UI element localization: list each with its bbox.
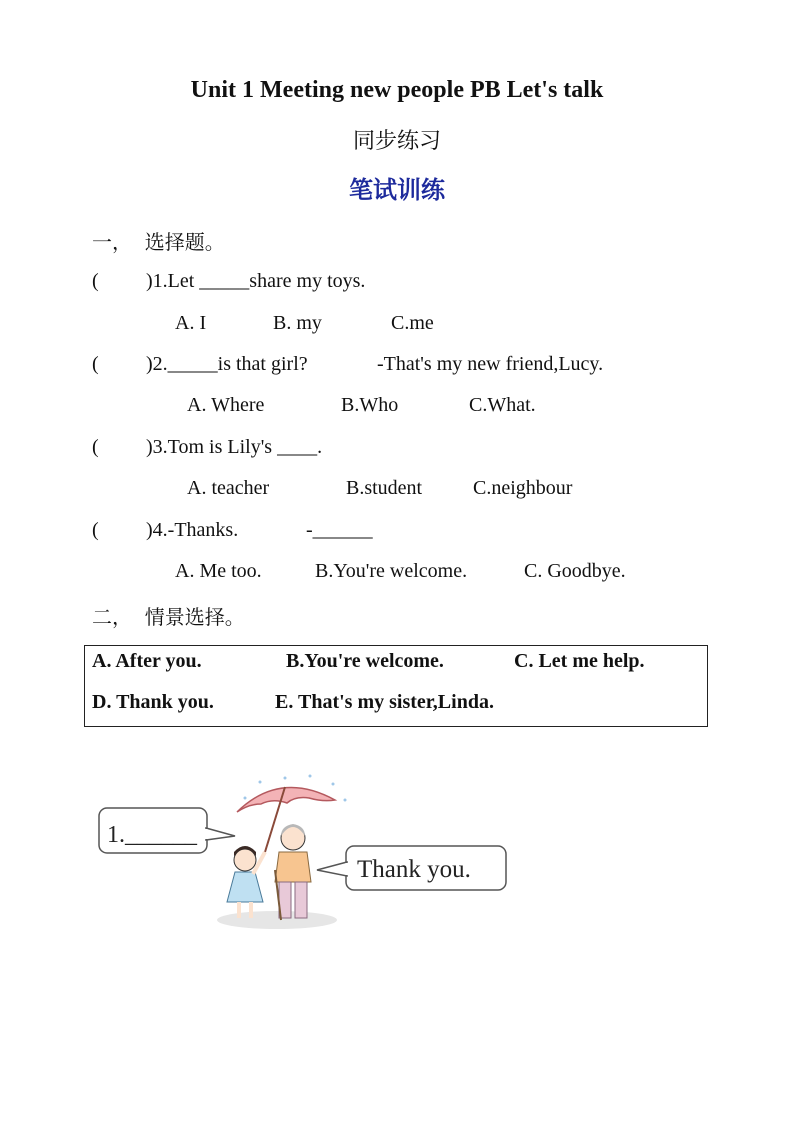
question-1-stem: )1.Let _____share my toys. xyxy=(146,270,366,292)
girl-figure xyxy=(227,846,265,918)
bubble-left-text: 1.______ xyxy=(107,822,197,848)
question-2-paren: ( xyxy=(92,353,99,375)
choice-c: C. Let me help. xyxy=(514,650,645,672)
question-2-option-b: B.Who xyxy=(341,394,399,416)
question-2-option-c: C.What. xyxy=(469,394,536,416)
question-4-option-b: B.You're welcome. xyxy=(315,560,468,582)
speech-bubble-left xyxy=(99,808,235,853)
question-3-paren: ( xyxy=(92,436,99,458)
question-3-option-a: A. teacher xyxy=(187,477,270,499)
choice-d: D. Thank you. xyxy=(92,691,214,713)
question-4-option-c: C. Goodbye. xyxy=(524,560,626,582)
section-2-heading: 二， 情景选择。 xyxy=(92,605,245,629)
question-1-paren: ( xyxy=(92,270,99,292)
choice-e: E. That's my sister,Linda. xyxy=(275,691,494,713)
grandma-figure xyxy=(275,824,311,920)
question-2-stem: )2._____is that girl? xyxy=(146,353,308,375)
choice-b: B.You're welcome. xyxy=(286,650,444,672)
question-4-paren: ( xyxy=(92,519,99,541)
question-3-stem: )3.Tom is Lily's ____. xyxy=(146,436,323,458)
question-4-option-a: A. Me too. xyxy=(175,560,262,582)
question-1-option-b: B. my xyxy=(273,312,322,334)
question-1-option-a: A. I xyxy=(175,312,207,334)
speech-bubble-right xyxy=(317,846,506,890)
question-3-option-b: B.student xyxy=(346,477,423,499)
choice-box xyxy=(84,645,708,727)
question-2-answer-line: -That's my new friend,Lucy. xyxy=(377,353,604,375)
umbrella-scene-illustration xyxy=(95,770,515,940)
section-banner: 笔试训练 xyxy=(349,176,445,204)
section-1-heading: 一， 选择题。 xyxy=(92,230,225,254)
bubble-right-text: Thank you. xyxy=(357,856,471,883)
page-title: Unit 1 Meeting new people PB Let's talk xyxy=(190,77,604,103)
choice-a: A. After you. xyxy=(92,650,202,672)
question-2-option-a: A. Where xyxy=(187,394,265,416)
question-1-option-c: C.me xyxy=(391,312,434,334)
page-subtitle: 同步练习 xyxy=(352,129,441,154)
question-3-option-c: C.neighbour xyxy=(473,477,573,499)
question-4-answer-line: -______ xyxy=(306,519,373,541)
question-4-stem: )4.-Thanks. xyxy=(146,519,239,541)
